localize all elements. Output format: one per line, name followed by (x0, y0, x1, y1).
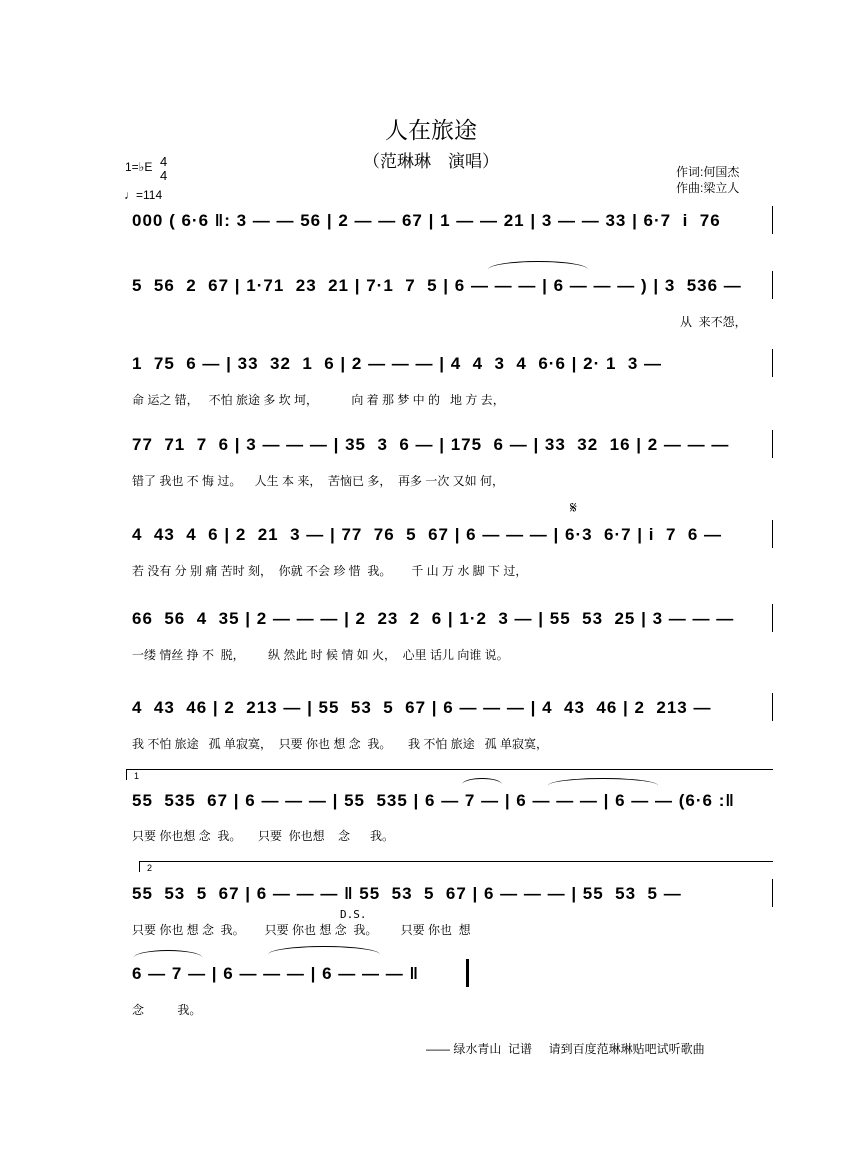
quarter-note-icon: ♩ (124, 188, 136, 202)
barline (772, 604, 773, 632)
notation-line-10: 6 — 7 — | 6 — — — | 6 — — — ‖ (132, 964, 419, 983)
lyric-line-6: 一缕 情丝 挣 不 脱， 纵 然此 时 候 情 如 火， 心里 话儿 向谁 说。 (132, 648, 509, 662)
notation-line-9: 55 53 5 67 | 6 — — — ‖ 55 53 5 67 | 6 — — — | 55 53 5 — (132, 884, 682, 903)
lyric-line-7: 我 不怕 旅途 孤 单寂寞， 只要 你也 想 念 我。 我 不怕 旅途 孤 单寂寞， (132, 737, 549, 751)
barline (772, 349, 773, 377)
barline (772, 206, 773, 234)
key-signature: 1=♭E (125, 160, 153, 174)
volta-1-bracket (126, 769, 773, 780)
time-signature-bottom: 4 (160, 168, 168, 183)
lyric-line-10: 念 我。 (132, 1003, 202, 1017)
notation-line-5: 4 43 4 6 | 2 21 3 — | 77 76 5 67 | 6 — — — | 6·3 6·7 | i 7 6 — (132, 525, 723, 544)
song-title: 人在旅途 (385, 117, 477, 143)
notation-line-1: 000 ( 6·6 ‖: 3 — — 56 | 2 — — 67 | 1 — — 21 | 3 — — 33 | 6·7 i 76 (132, 211, 721, 230)
tempo-value: =114 (136, 188, 163, 202)
lyric-line-2: 从 来不怨， (680, 315, 747, 329)
tie-arc (134, 950, 202, 965)
notation-line-2: 5 56 2 67 | 1·71 23 21 | 7·1 7 5 | 6 — — — | 6 — — — ) | 3 536 — (132, 276, 742, 295)
ds-marking: D.S. (340, 908, 367, 921)
time-signature (160, 155, 167, 183)
notation-line-7: 4 43 46 | 2 213 — | 55 53 5 67 | 6 — — — | 4 43 46 | 2 213 — (132, 698, 712, 717)
barline (772, 520, 773, 548)
tempo-marking (124, 188, 162, 202)
barline (772, 271, 773, 299)
notation-line-6: 66 56 4 35 | 2 — — — | 2 23 2 6 | 1·2 3 — | 55 53 25 | 3 — — — (132, 609, 735, 628)
final-barline (466, 959, 469, 987)
footer-note: —— 绿水青山 记谱 请到百度范琳琳贴吧试听歌曲 (426, 1042, 705, 1056)
tie-arc (488, 261, 588, 278)
barline (772, 693, 773, 721)
volta-1-number: 1 (134, 771, 140, 781)
tie-arc (268, 946, 380, 963)
volta-2-bracket (139, 861, 773, 872)
barline (772, 879, 773, 907)
lyricist: 作词:何国杰 (676, 165, 740, 179)
lyric-line-8: 只要 你也想 念 我。 只要 你也想 念 我。 (132, 829, 395, 843)
credits (676, 164, 739, 196)
barline (772, 430, 773, 458)
notation-line-8: 55 535 67 | 6 — — — | 55 535 | 6 — 7 — | 6 — — — | 6 — — (6·6 :‖ (132, 791, 735, 810)
lyric-line-5: 若 没有 分 别 痛 苦时 刻， 你就 不会 珍 惜 我。 千 山 万 水 脚 下 过， (132, 564, 528, 578)
notation-line-4: 77 71 7 6 | 3 — — — | 35 3 6 — | 175 6 — | 33 32 16 | 2 — — — (132, 435, 730, 454)
volta-2-number: 2 (147, 863, 153, 873)
time-signature-top: 4 (160, 154, 168, 169)
lyric-line-3: 命 运之 错， 不怕 旅途 多 坎 坷， 向 着 那 梦 中 的 地 方 去， (132, 393, 505, 407)
tie-arc (548, 778, 658, 793)
notation-line-3: 1 75 6 — | 33 32 1 6 | 2 — — — | 4 4 3 4 6·6 | 2· 1 3 — (132, 354, 663, 373)
composer: 作曲:梁立人 (676, 181, 740, 195)
tie-arc (462, 778, 502, 791)
lyric-line-9: 只要 你也 想 念 我。 只要 你也 想 念 我。 只要 你也 想 (132, 923, 471, 937)
segno-icon: 𝄋 (570, 500, 577, 517)
song-subtitle: （范琳琳 演唱） (363, 152, 499, 171)
lyric-line-4: 错了 我也 不 悔 过。 人生 本 来， 苦恼已 多， 再多 一次 又如 何， (132, 474, 505, 488)
